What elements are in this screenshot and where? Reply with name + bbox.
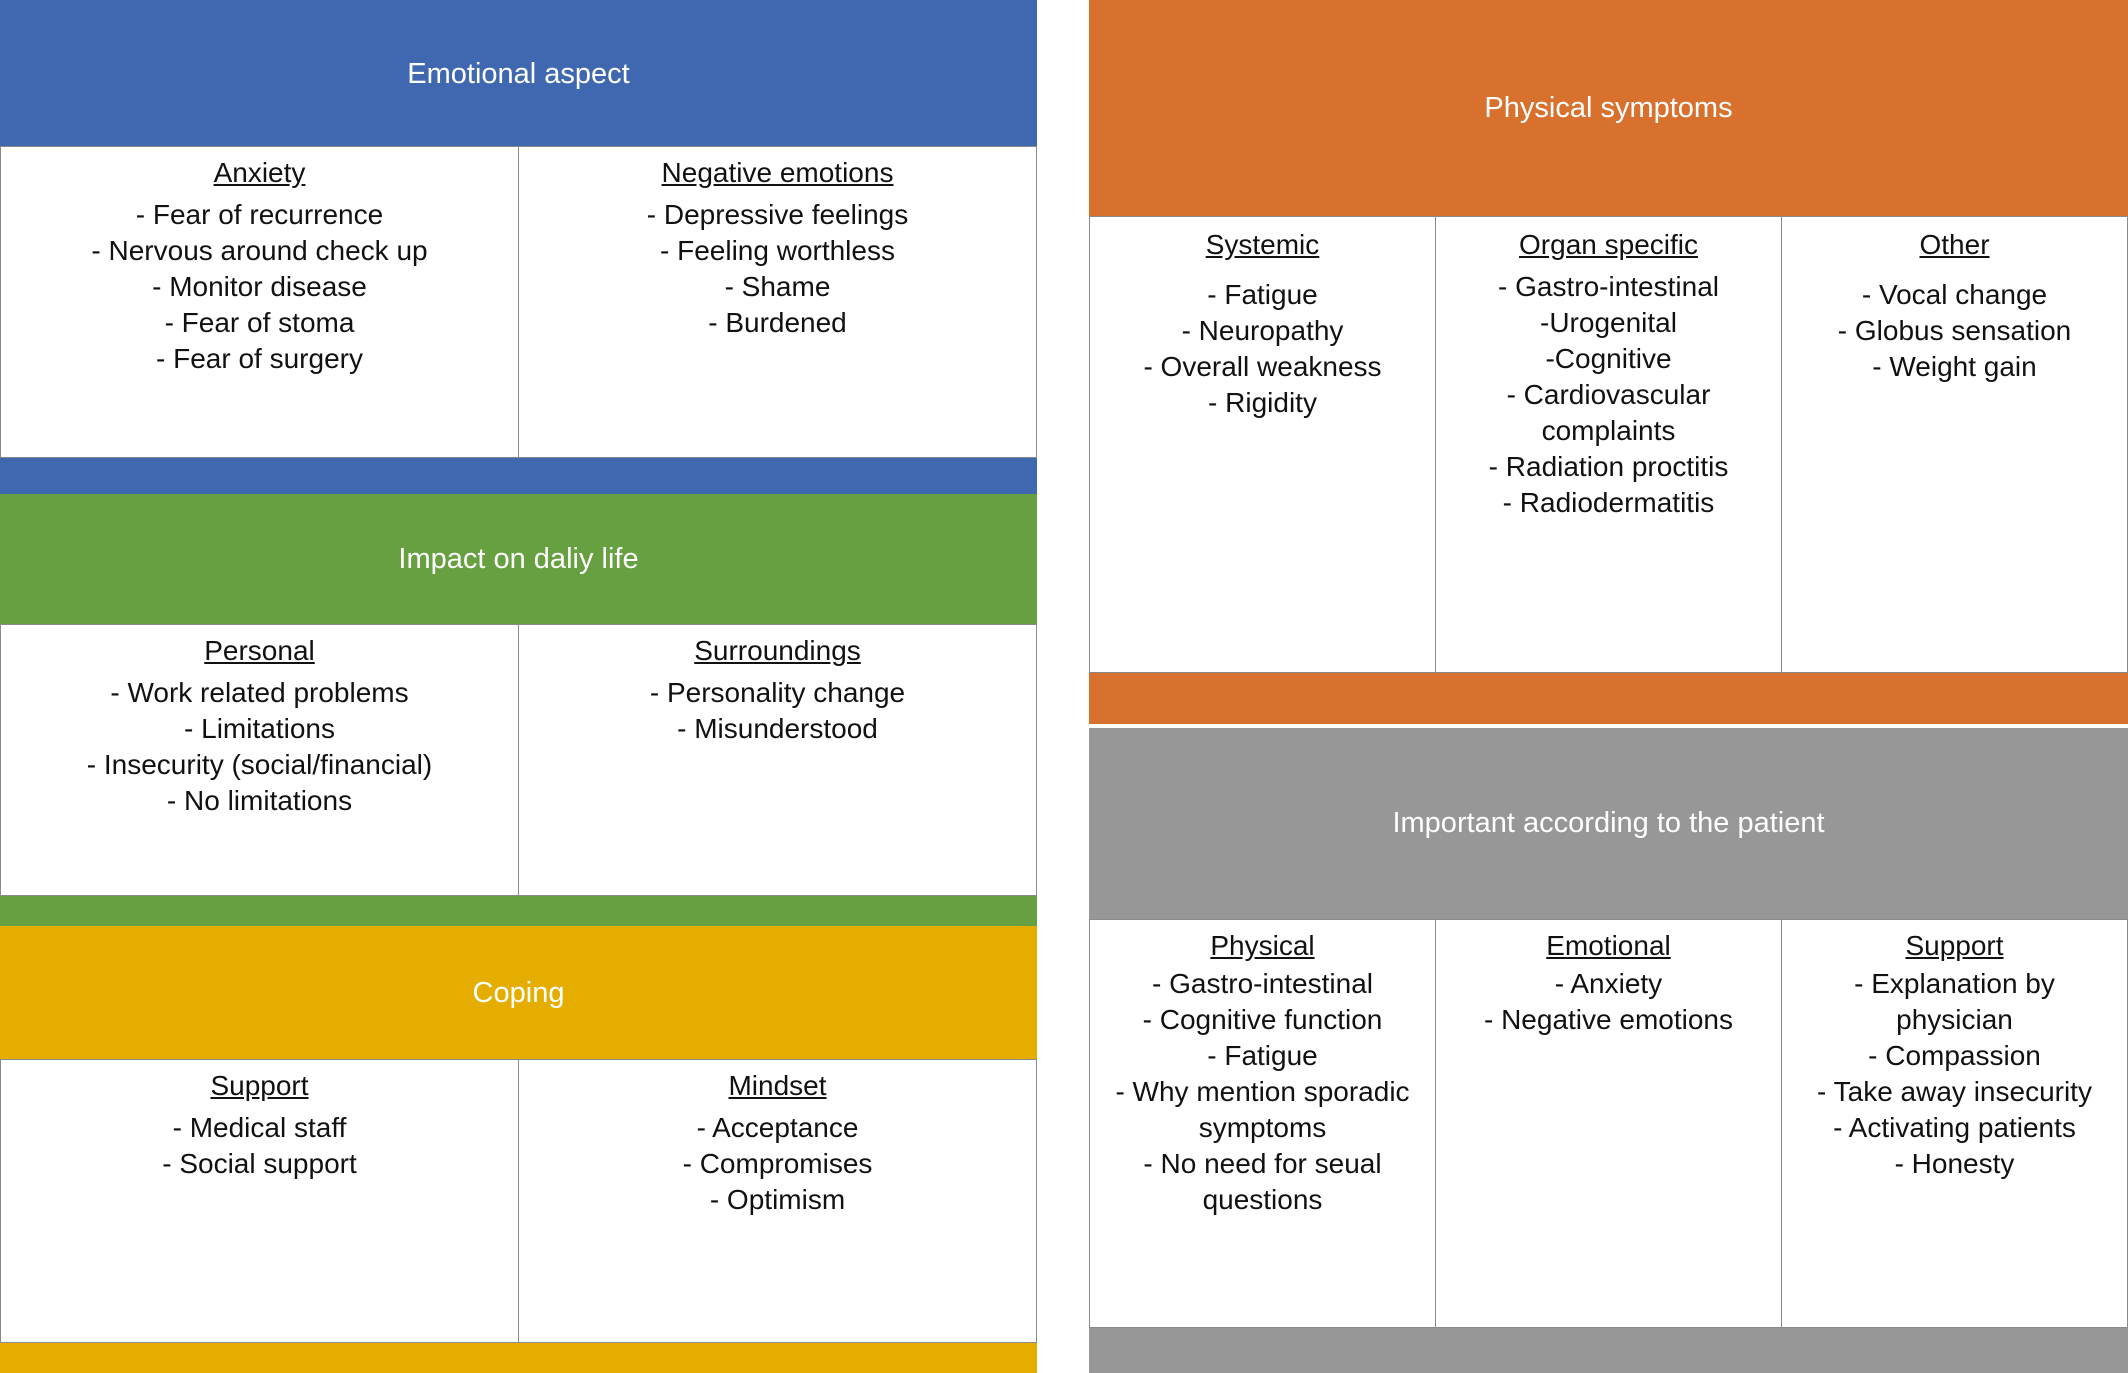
category-item: - Social support: [162, 1148, 357, 1179]
category-heading: Physical: [1210, 930, 1315, 961]
category-box: [1436, 216, 1782, 673]
category-item: - Medical staff: [172, 1112, 347, 1143]
category-item-list: [1782, 277, 2127, 385]
category-item: -Urogenital: [1540, 307, 1677, 338]
category-item: - Weight gain: [1872, 351, 2037, 382]
category-box: [0, 146, 519, 458]
category-box: [1436, 919, 1782, 1328]
category-box: [0, 624, 519, 896]
category-item: - Globus sensation: [1837, 315, 2072, 346]
category-item: - Fatigue: [1207, 279, 1318, 310]
category-item: - Shame: [724, 271, 831, 302]
category-item-list: [1090, 966, 1435, 1218]
category-box: [0, 1059, 519, 1343]
impact-daily-life-panel: [0, 494, 1037, 926]
category-item: - Fatigue: [1207, 1040, 1318, 1071]
category-item: - Monitor disease: [152, 271, 367, 302]
category-item-list: [1090, 277, 1435, 421]
category-heading: Mindset: [728, 1070, 827, 1101]
category-heading: Surroundings: [694, 635, 861, 666]
category-heading: Negative emotions: [661, 157, 894, 188]
category-item: - Gastro-intestinal: [1498, 271, 1719, 302]
category-item: - Acceptance: [696, 1112, 859, 1143]
category-item: - Burdened: [708, 307, 847, 338]
category-item: - Nervous around check up: [91, 235, 428, 266]
category-item: - Gastro-intestinal: [1152, 968, 1373, 999]
category-item: - Feeling worthless: [660, 235, 895, 266]
category-item-list: [1, 197, 518, 377]
category-heading: Other: [1919, 229, 1990, 260]
category-item: - Fear of surgery: [156, 343, 363, 374]
category-item: - Optimism: [709, 1184, 846, 1215]
physical-symptoms-boxes: [1089, 216, 2128, 673]
category-item: - Rigidity: [1208, 387, 1317, 418]
category-box: [1782, 919, 2128, 1328]
physical-symptoms-panel: [1089, 0, 2128, 724]
category-item: - Insecurity (social/financial): [86, 749, 433, 780]
category-item-list: [1436, 269, 1781, 521]
category-heading: Anxiety: [213, 157, 306, 188]
category-heading: Organ specific: [1519, 229, 1698, 260]
category-item: - Cardiovascular complaints: [1506, 379, 1711, 446]
category-item: - Overall weakness: [1143, 351, 1382, 382]
category-item: - Depressive feelings: [646, 199, 909, 230]
category-box: [1089, 216, 1436, 673]
category-item: - No need for seual questions: [1143, 1148, 1382, 1215]
category-item: - Why mention sporadic symptoms: [1115, 1076, 1410, 1143]
important-to-patient-panel: [1089, 728, 2128, 1373]
category-box: [519, 624, 1037, 896]
category-item-list: [1782, 966, 2127, 1182]
category-item: - Misunderstood: [677, 713, 878, 744]
category-item-list: [519, 675, 1036, 747]
category-item: - Take away insecurity: [1817, 1076, 2092, 1107]
category-item-list: [1436, 966, 1781, 1038]
emotional-aspect-boxes: [0, 146, 1037, 458]
category-item: - Fear of recurrence: [135, 199, 384, 230]
coping-boxes: [0, 1059, 1037, 1343]
category-item-list: [1, 675, 518, 819]
category-heading: Personal: [204, 635, 315, 666]
category-item: -Cognitive: [1545, 343, 1672, 374]
coping-title: Coping: [472, 976, 565, 1009]
category-item: - Honesty: [1894, 1148, 2015, 1179]
impact-daily-life-boxes: [0, 624, 1037, 896]
category-item-list: [519, 1110, 1036, 1218]
category-item: - Radiation proctitis: [1488, 451, 1729, 482]
category-item-list: [519, 197, 1036, 341]
important-to-patient-boxes: [1089, 919, 2128, 1328]
emotional-aspect-title: Emotional aspect: [407, 57, 630, 90]
category-item: - Neuropathy: [1181, 315, 1344, 346]
category-item: - Compassion: [1868, 1040, 2041, 1071]
important-to-patient-title: Important according to the patient: [1392, 807, 1825, 839]
category-box: [519, 1059, 1037, 1343]
category-box: [1782, 216, 2128, 673]
impact-daily-life-title: Impact on daliy life: [398, 542, 639, 575]
category-box: [519, 146, 1037, 458]
category-heading: Emotional: [1546, 930, 1671, 961]
category-heading: Support: [210, 1070, 309, 1101]
category-item: - Compromises: [682, 1148, 873, 1179]
category-item: - Limitations: [184, 713, 335, 744]
category-item: - Personality change: [649, 677, 906, 708]
category-item-list: [1, 1110, 518, 1182]
category-item: - No limitations: [166, 785, 353, 816]
category-item: - Activating patients: [1833, 1112, 2076, 1143]
category-item: - Anxiety: [1554, 968, 1663, 999]
category-heading: Systemic: [1205, 229, 1320, 260]
category-item: - Fear of stoma: [164, 307, 355, 338]
category-item: - Work related problems: [110, 677, 409, 708]
category-item: - Radiodermatitis: [1502, 487, 1715, 518]
category-item: - Vocal change: [1861, 279, 2048, 310]
category-item: - Cognitive function: [1142, 1004, 1383, 1035]
physical-symptoms-title: Physical symptoms: [1484, 91, 1733, 124]
category-heading: Support: [1905, 930, 2004, 961]
coping-panel: [0, 926, 1037, 1373]
category-item: - Negative emotions: [1483, 1004, 1733, 1035]
category-item: - Explanation by physician: [1854, 968, 2055, 1035]
category-box: [1089, 919, 1436, 1328]
emotional-aspect-panel: [0, 0, 1037, 494]
